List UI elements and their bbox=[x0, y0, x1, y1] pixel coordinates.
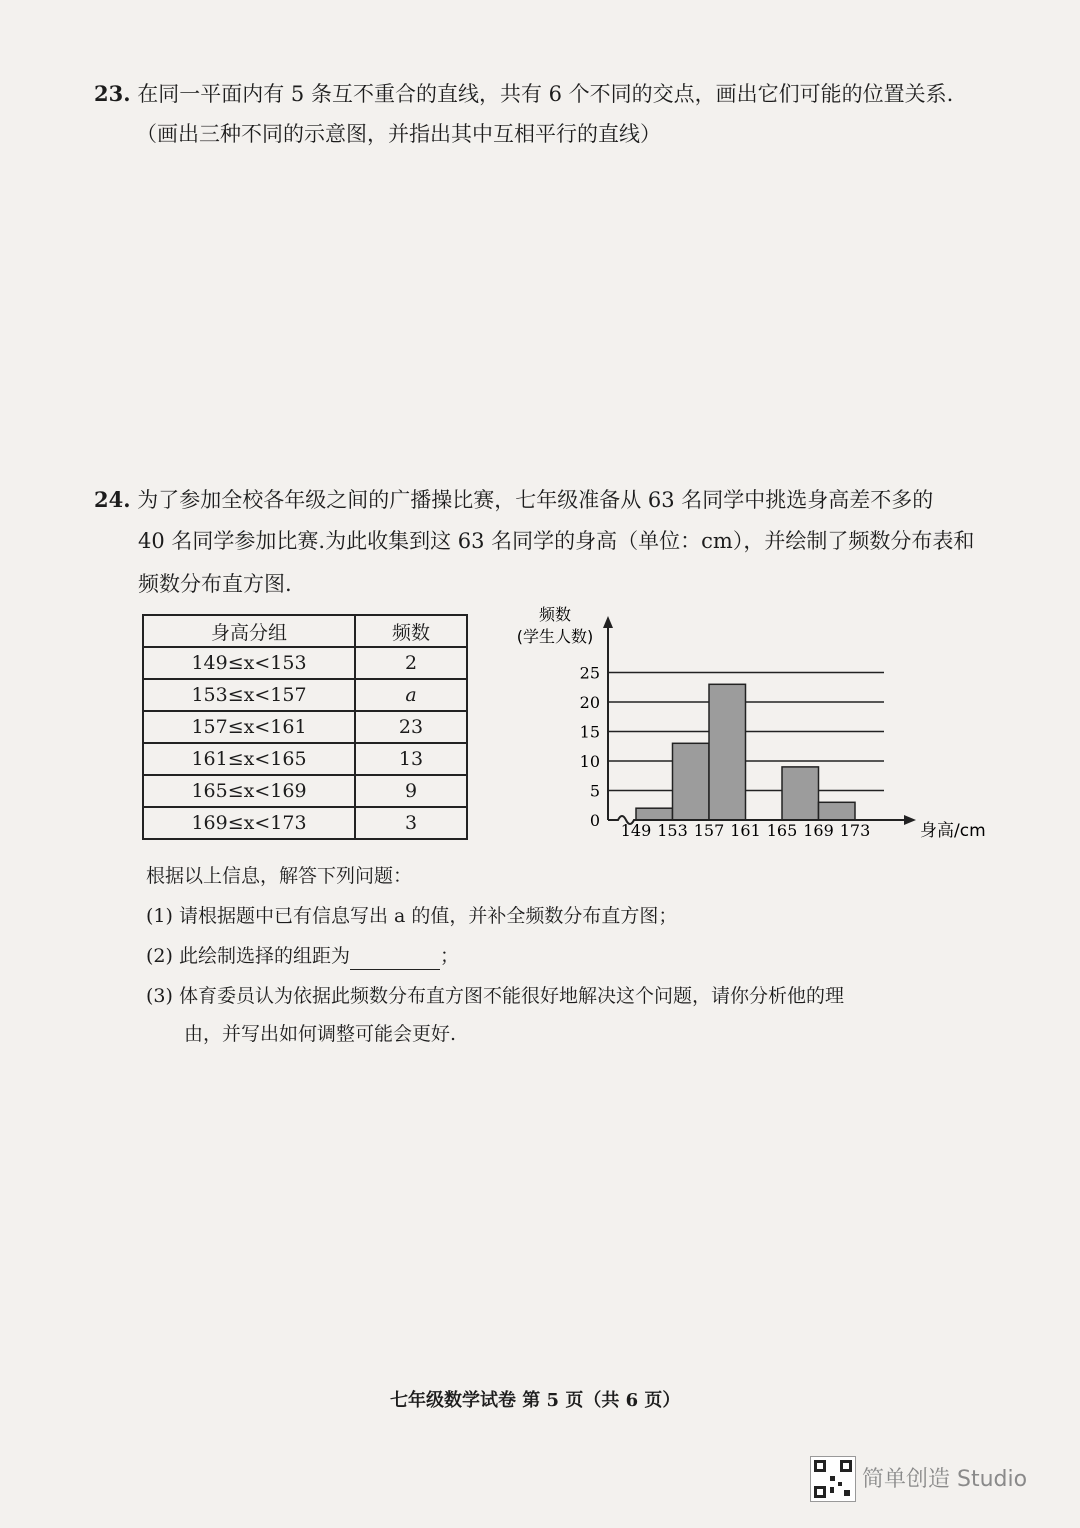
x-axis-arrow bbox=[904, 815, 916, 825]
x-tick-label: 169 bbox=[803, 821, 834, 840]
histogram-bar bbox=[819, 802, 856, 820]
histogram-bar bbox=[709, 684, 746, 820]
histogram-chart bbox=[500, 598, 986, 858]
table-row bbox=[143, 775, 467, 807]
x-tick-label: 173 bbox=[839, 821, 871, 840]
q24-part1: (1) 请根据题中已有信息写出 a 的值，并补全频数分布直方图； bbox=[146, 905, 678, 927]
y-tick-label: 10 bbox=[579, 752, 600, 771]
x-tick-label: 153 bbox=[657, 821, 688, 840]
q24-intro: 根据以上信息，解答下列问题： bbox=[146, 865, 413, 887]
y-axis-label-1: 频数 bbox=[538, 605, 572, 624]
q24-part3-line2: 由，并写出如何调整可能会更好. bbox=[184, 1023, 457, 1045]
x-tick-label: 149 bbox=[620, 821, 652, 840]
table-cell-count: 3 bbox=[355, 807, 467, 839]
q23-text: 在同一平面内有 5 条互不重合的直线，共有 6 个不同的交点，画出它们可能的位置关系. bbox=[137, 82, 954, 106]
table-cell-group: 149≤x<153 bbox=[143, 647, 355, 679]
q24-part2-end: ； bbox=[439, 945, 459, 967]
table-header-group: 身高分组 bbox=[143, 615, 355, 647]
table-cell-count: 2 bbox=[355, 647, 467, 679]
q23-number: 23. bbox=[94, 81, 131, 106]
y-tick-label: 0 bbox=[589, 811, 600, 830]
table-row bbox=[143, 711, 467, 743]
y-tick-label: 20 bbox=[579, 693, 600, 712]
q23-line1 bbox=[94, 80, 953, 108]
q24-number: 24. bbox=[94, 487, 131, 512]
table-cell-group: 165≤x<169 bbox=[143, 775, 355, 807]
answer-blank[interactable] bbox=[350, 949, 440, 970]
x-axis-label: 身高/cm bbox=[920, 821, 986, 841]
table-row bbox=[143, 807, 467, 839]
table-cell-count: a bbox=[355, 679, 467, 711]
y-tick-label: 25 bbox=[579, 663, 600, 683]
q24-part2 bbox=[146, 942, 459, 970]
qr-code-icon bbox=[810, 1456, 856, 1502]
x-tick-label: 165 bbox=[766, 821, 798, 840]
x-tick-label: 157 bbox=[693, 821, 725, 840]
table-row bbox=[143, 647, 467, 679]
table-row bbox=[143, 679, 467, 711]
table-cell-count: 9 bbox=[355, 775, 467, 807]
histogram-bar bbox=[673, 743, 710, 820]
frequency-table bbox=[142, 614, 468, 840]
q24-part2-text: (2) 此绘制选择的组距为 bbox=[146, 945, 350, 967]
table-cell-count: 13 bbox=[355, 743, 467, 775]
q24-line2: 40 名同学参加比赛.为此收集到这 63 名同学的身高（单位：cm），并绘制了频数分布表和 bbox=[138, 529, 975, 553]
y-axis-arrow bbox=[603, 616, 613, 628]
page-footer: 七年级数学试卷 第 5 页（共 6 页） bbox=[390, 1390, 681, 1411]
y-tick-label: 15 bbox=[579, 722, 600, 742]
table-header-row bbox=[143, 615, 467, 647]
table-cell-group: 169≤x<173 bbox=[143, 807, 355, 839]
y-axis-label-2: (学生人数) bbox=[516, 627, 594, 646]
table-cell-group: 161≤x<165 bbox=[143, 743, 355, 775]
q24-line1 bbox=[94, 486, 933, 514]
table-cell-group: 153≤x<157 bbox=[143, 679, 355, 711]
q24-line3: 频数分布直方图. bbox=[138, 572, 292, 596]
table-row bbox=[143, 743, 467, 775]
q24-part3-line1: (3) 体育委员认为依据此频数分布直方图不能很好地解决这个问题，请你分析他的理 bbox=[146, 985, 844, 1007]
y-tick-label: 5 bbox=[589, 781, 600, 801]
table-header-count: 频数 bbox=[355, 615, 467, 647]
q23-line2: （画出三种不同的示意图，并指出其中互相平行的直线） bbox=[136, 122, 661, 146]
q24-text-1: 为了参加全校各年级之间的广播操比赛，七年级准备从 63 名同学中挑选身高差不多的 bbox=[137, 488, 934, 512]
table-cell-group: 157≤x<161 bbox=[143, 711, 355, 743]
histogram-bar bbox=[636, 808, 673, 820]
x-tick-label: 161 bbox=[730, 821, 761, 840]
table-cell-count: 23 bbox=[355, 711, 467, 743]
watermark: 简单创造 Studio bbox=[862, 1467, 1028, 1492]
histogram-bar bbox=[782, 767, 819, 820]
